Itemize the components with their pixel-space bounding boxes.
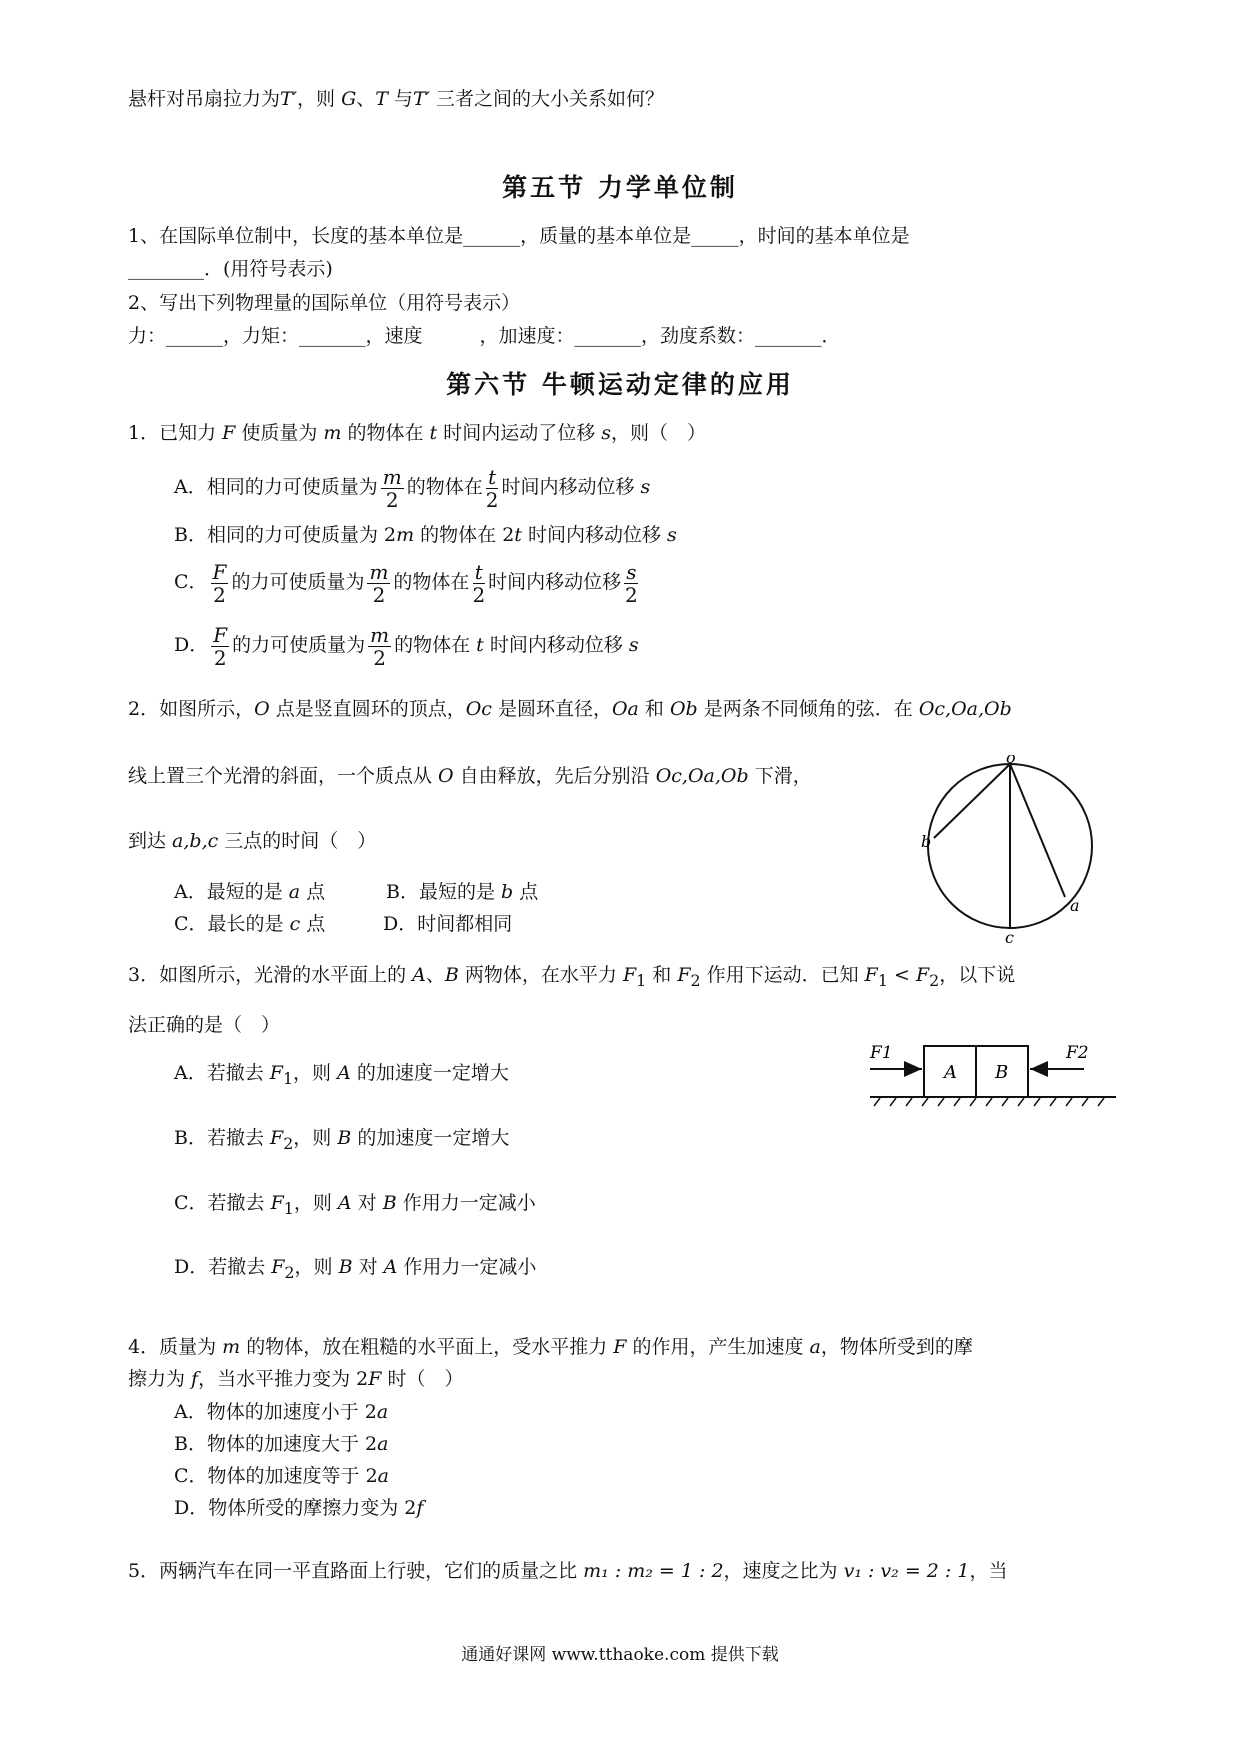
s6-q4-line2: 擦力为 f，当水平推力变为 2F 时（ ） bbox=[128, 1368, 464, 1390]
s6-q1-option-c: C． $\frac{F}{2}$ 的力可使质量为 $\frac{m}{2}$ 的物体在 $\frac{t}{2}$ 时间内移动位移 $\frac{s}{2}$ bbox=[174, 559, 638, 607]
page-footer: 通通好课网 www.tthaoke.com 提供下载 bbox=[461, 1645, 779, 1665]
chord-ob bbox=[934, 764, 1010, 838]
s6-q3-option-a: A．若撤去 $F_1$，则 A 的加速度一定增大 bbox=[174, 1062, 509, 1088]
section5-title: 第五节 力学单位制 bbox=[502, 173, 738, 202]
s6-q1-option-d: D． $\frac{F}{2}$ 的力可使质量为 $\frac{m}{2}$ 的物体在 t 时间内移动位移 s bbox=[174, 622, 639, 670]
s6-q2-line1: 2．如图所示，O 点是竖直圆环的顶点，Oc 是圆环直径，Oa 和 Ob 是两条不同倾角的弦．在 Oc,Oa,Ob bbox=[128, 698, 1012, 720]
s6-q3-option-b: B．若撤去 $F_2$，则 B 的加速度一定增大 bbox=[174, 1127, 510, 1153]
ground-hatch bbox=[874, 1098, 1104, 1106]
s6-q1-option-a: A．相同的力可使质量为 $\frac{m}{2}$ 的物体在 $\frac{t}{2}$ 时间内移动位移 s bbox=[174, 464, 651, 512]
label-f1: F1 bbox=[870, 1043, 893, 1063]
s6-q2-option-b: B．最短的是 b 点 bbox=[386, 881, 539, 903]
s6-q1-option-b: B．相同的力可使质量为 2m 的物体在 2t 时间内移动位移 s bbox=[174, 524, 677, 546]
circle-diagram bbox=[920, 755, 1100, 945]
label-b: b bbox=[921, 832, 932, 851]
s6-q5-line1: 5．两辆汽车在同一平直路面上行驶，它们的质量之比 m₁ : m₂ = 1 : 2，速度之比为 v₁ : v₂ = 2 : 1，当 bbox=[128, 1560, 1008, 1582]
s5-q1-line1: 1、在国际单位制中，长度的基本单位是______，质量的基本单位是_____，时间的基本单位是 bbox=[128, 225, 910, 247]
s6-q3-option-d: D．若撤去 $F_2$，则 B 对 A 作用力一定减小 bbox=[174, 1256, 537, 1282]
s6-q3-line1: 3．如图所示，光滑的水平面上的 A、B 两物体，在水平力 $F_1$ 和 $F_2$ 作用下运动．已知 $F_1 < F_2$，以下说 bbox=[128, 964, 1016, 990]
s5-q1-line2: ________．(用符号表示) bbox=[128, 258, 333, 280]
s6-q2-option-c: C．最长的是 c 点 bbox=[174, 913, 326, 935]
label-f2: F2 bbox=[1066, 1043, 1089, 1063]
s6-q2-line2: 线上置三个光滑的斜面，一个质点从 O 自由释放，先后分别沿 Oc,Oa,Ob 下滑， bbox=[128, 765, 812, 787]
s6-q3-option-c: C．若撤去 $F_1$，则 A 对 B 作用力一定减小 bbox=[174, 1192, 536, 1218]
s6-q2-line3: 到达 a,b,c 三点的时间（ ） bbox=[128, 830, 377, 852]
chord-oa bbox=[1010, 764, 1065, 897]
s6-q1-stem: 1．已知力 F 使质量为 m 的物体在 t 时间内运动了位移 s，则（ ） bbox=[128, 422, 707, 444]
s6-q4-option-d: D．物体所受的摩擦力变为 2f bbox=[174, 1497, 424, 1519]
s6-q4-line1: 4．质量为 m 的物体，放在粗糙的水平面上，受水平推力 F 的作用，产生加速度 a，物体所受到的摩 bbox=[128, 1336, 973, 1358]
s6-q4-option-c: C．物体的加速度等于 2a bbox=[174, 1465, 389, 1487]
s5-q2-line2: 力：______，力矩：_______，速度 ，加速度：_______，劲度系数：_______． bbox=[128, 325, 841, 347]
label-a: a bbox=[1070, 896, 1080, 915]
s5-q2-line1: 2、写出下列物理量的国际单位（用符号表示） bbox=[128, 292, 521, 314]
label-a: A bbox=[944, 1062, 957, 1083]
s6-q2-option-d: D．时间都相同 bbox=[383, 913, 513, 935]
s6-q4-option-b: B．物体的加速度大于 2a bbox=[174, 1433, 389, 1455]
section6-title: 第六节 牛顿运动定律的应用 bbox=[446, 370, 794, 399]
label-b: B bbox=[995, 1062, 1009, 1083]
s6-q4-option-a: A．物体的加速度小于 2a bbox=[174, 1401, 389, 1423]
intro-line: 悬杆对吊扇拉力为T′，则 G、T 与T′ 三者之间的大小关系如何？ bbox=[128, 88, 665, 110]
label-o: o bbox=[1006, 755, 1016, 767]
s6-q2-option-a: A．最短的是 a 点 bbox=[174, 881, 326, 903]
s6-q3-line2: 法正确的是（ ） bbox=[128, 1014, 281, 1036]
blocks-diagram bbox=[866, 1036, 1118, 1114]
label-c: c bbox=[1005, 928, 1014, 945]
